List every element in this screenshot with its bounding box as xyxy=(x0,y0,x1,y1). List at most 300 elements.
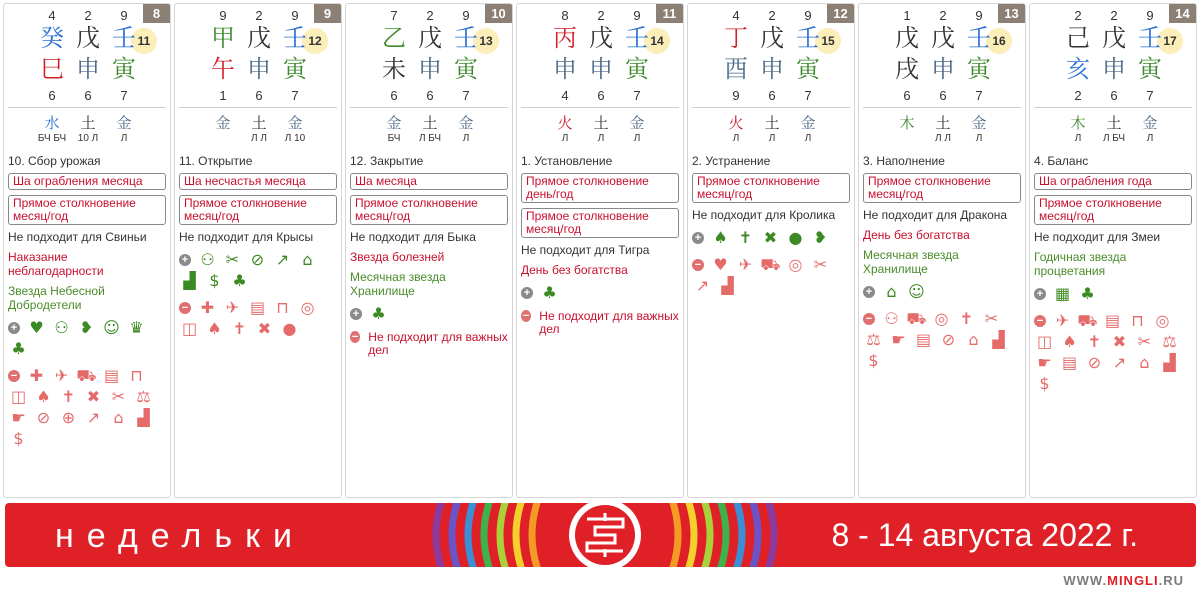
element-glyph: 火 xyxy=(728,114,744,132)
heavenly-stem: 戊 xyxy=(895,24,919,52)
rings-icon: ◎ xyxy=(1155,311,1170,330)
heavenly-stem: 甲 xyxy=(211,24,235,52)
branch-star: 9 xyxy=(732,88,740,103)
divider xyxy=(692,107,850,108)
earthly-branches-row xyxy=(1060,55,1170,83)
bad-activities xyxy=(863,309,1021,370)
element-codes: Л Л xyxy=(935,133,951,144)
day-officer: 2. Устранение xyxy=(692,154,771,168)
site-url[interactable] xyxy=(1063,573,1184,588)
good-activities xyxy=(179,250,337,290)
element-cell xyxy=(619,114,655,145)
elements-row xyxy=(34,114,144,145)
stem-stars-row xyxy=(718,8,828,23)
moving-icon: ⛟ xyxy=(906,309,927,328)
plus-icon: + xyxy=(179,254,191,266)
element-codes: Л Л xyxy=(251,133,267,144)
element-cell xyxy=(70,114,106,145)
heavenly-stem: 壬 xyxy=(796,24,820,52)
element-cell xyxy=(34,114,70,145)
heavenly-stems-row xyxy=(1060,24,1170,52)
branch-stars-row xyxy=(205,88,315,103)
info-line: Не подходит для Кролика xyxy=(692,208,836,222)
minus-icon: − xyxy=(351,331,359,343)
stem-stars-row xyxy=(547,8,657,23)
earthly-branch: 申 xyxy=(418,55,442,83)
stem-stars-row xyxy=(376,8,486,23)
warning-box: Прямое столкновение день/год xyxy=(521,173,679,203)
house-icon: ⌂ xyxy=(1139,353,1150,372)
hand-money-icon: ☛ xyxy=(891,330,906,349)
moving-icon: ⛟ xyxy=(1077,311,1098,330)
good-activities xyxy=(1034,284,1192,303)
rings-icon: ◎ xyxy=(300,298,315,317)
heavenly-stem: 戊 xyxy=(247,24,271,52)
day-details xyxy=(692,154,850,303)
warning-box: Прямое столкновение месяц/год xyxy=(1034,195,1192,225)
heart-icon: ♥ xyxy=(29,318,44,337)
element-cell xyxy=(1096,114,1132,145)
money-bag-icon: $ xyxy=(209,271,220,290)
element-cell xyxy=(205,114,241,145)
element-codes: Л xyxy=(597,133,605,144)
site-brand: MINGLI xyxy=(1107,573,1159,588)
element-cell xyxy=(376,114,412,145)
element-codes: Л xyxy=(732,133,740,144)
element-cell xyxy=(583,114,619,145)
element-glyph: 土 xyxy=(80,114,96,132)
minus-icon: − xyxy=(8,370,20,382)
element-codes: БЧ xyxy=(387,133,401,144)
earthly-branch: 寅 xyxy=(283,55,307,83)
earthly-branch: 寅 xyxy=(1138,55,1162,83)
element-codes: Л xyxy=(975,133,983,144)
element-codes: Л xyxy=(462,133,470,144)
house-icon: ⌂ xyxy=(302,250,313,269)
airplane-icon: ✈ xyxy=(54,366,69,385)
banner-title: недельки xyxy=(55,517,305,555)
element-glyph: 金 xyxy=(971,114,987,132)
heavenly-stem: 癸 xyxy=(40,24,64,52)
tools-icon: ✖ xyxy=(257,319,272,338)
earthly-branch: 申 xyxy=(589,55,613,83)
divider xyxy=(863,107,1021,108)
stem-star: 2 xyxy=(597,8,605,23)
element-glyph: 火 xyxy=(557,114,573,132)
lunar-day-badge: 16 xyxy=(986,28,1012,54)
days-grid xyxy=(3,3,1197,498)
info-line: День без богатства xyxy=(521,263,628,277)
branch-star: 6 xyxy=(390,88,398,103)
lunar-day-badge: 14 xyxy=(644,28,670,54)
growth-icon: ↗ xyxy=(695,276,710,295)
divider xyxy=(350,107,508,108)
elements-row xyxy=(205,114,315,145)
stem-star: 9 xyxy=(120,8,128,23)
face-icon: ☺ xyxy=(908,282,925,301)
earthly-branch: 申 xyxy=(1102,55,1126,83)
earthly-branch: 亥 xyxy=(1066,55,1090,83)
plus-icon: + xyxy=(350,308,362,320)
earthly-branch: 申 xyxy=(760,55,784,83)
good-activities xyxy=(350,304,508,323)
element-glyph: 水 xyxy=(44,114,60,132)
element-codes: Л xyxy=(633,133,641,144)
day-number: 8 xyxy=(143,4,170,23)
element-cell xyxy=(1132,114,1168,145)
element-codes: БЧ БЧ xyxy=(37,133,67,144)
island-icon: ♣ xyxy=(542,283,557,302)
stem-stars-row xyxy=(889,8,999,23)
warning-box: Прямое столкновение месяц/год xyxy=(350,195,508,225)
rings-icon: ◎ xyxy=(788,255,803,274)
grave-cross-icon: ✝ xyxy=(738,228,753,247)
crane-icon: ⊓ xyxy=(276,298,289,317)
heavenly-stems-row xyxy=(34,24,144,52)
hand-money-icon: ☛ xyxy=(1037,353,1052,372)
element-cell xyxy=(889,114,925,145)
earthly-branch: 申 xyxy=(76,55,100,83)
day-details xyxy=(8,154,166,456)
earthly-branches-row xyxy=(718,55,828,83)
rings-icon: ◎ xyxy=(934,309,949,328)
earthly-branches-row xyxy=(547,55,657,83)
stem-star: 9 xyxy=(804,8,812,23)
day-officer: 3. Наполнение xyxy=(863,154,945,168)
info-line: Не подходит для Тигра xyxy=(521,243,650,257)
site-suffix: .RU xyxy=(1158,573,1184,588)
heavenly-stem: 丙 xyxy=(553,24,577,52)
shovel-icon: ♠ xyxy=(713,228,728,247)
warning-box: Ша ограбления года xyxy=(1034,173,1192,190)
earthly-branches-row xyxy=(205,55,315,83)
element-codes: Л xyxy=(120,133,128,144)
element-cell xyxy=(547,114,583,145)
day-number: 11 xyxy=(656,4,683,23)
day-number: 9 xyxy=(314,4,341,23)
element-codes: Л БЧ xyxy=(1102,133,1126,144)
element-cell xyxy=(448,114,484,145)
info-line: Годичная звезда процветания xyxy=(1034,250,1127,278)
elements-row xyxy=(718,114,828,145)
stem-star: 2 xyxy=(1074,8,1082,23)
branch-star: 7 xyxy=(1146,88,1154,103)
elements-row xyxy=(547,114,657,145)
element-glyph: 土 xyxy=(935,114,951,132)
element-glyph: 木 xyxy=(899,114,915,132)
branch-stars-row xyxy=(1060,88,1170,103)
warning-box: Прямое столкновение месяц/год xyxy=(521,208,679,238)
no-food-icon: ⊘ xyxy=(941,330,956,349)
day-card xyxy=(858,3,1026,498)
stem-star: 1 xyxy=(903,8,911,23)
stem-star: 2 xyxy=(255,8,263,23)
day-officer: 12. Закрытие xyxy=(350,154,424,168)
divider xyxy=(179,107,337,108)
bricks-icon: ▤ xyxy=(915,330,932,349)
day-details xyxy=(1034,154,1192,401)
lunar-day-badge: 12 xyxy=(302,28,328,54)
stem-star: 2 xyxy=(426,8,434,23)
airplane-icon: ✈ xyxy=(1055,311,1070,330)
airplane-icon: ✈ xyxy=(738,255,753,274)
bricks-icon: ▤ xyxy=(1104,311,1121,330)
day-number: 10 xyxy=(485,4,512,23)
site-prefix: WWW. xyxy=(1063,573,1108,588)
element-cell xyxy=(925,114,961,145)
element-codes: Л xyxy=(1146,133,1154,144)
heavenly-stem: 己 xyxy=(1066,24,1090,52)
day-card xyxy=(345,3,513,498)
day-details xyxy=(863,154,1021,378)
elements-row xyxy=(376,114,486,145)
day-officer: 10. Сбор урожая xyxy=(8,154,101,168)
no-food-icon: ⊘ xyxy=(1087,353,1102,372)
bricks-icon: ▤ xyxy=(103,366,120,385)
element-cell xyxy=(241,114,277,145)
earthly-branch: 寅 xyxy=(454,55,478,83)
stem-stars-row xyxy=(34,8,144,23)
warning-box: Ша несчастья месяца xyxy=(179,173,337,190)
plus-icon: + xyxy=(8,322,20,334)
first-aid-icon: ✚ xyxy=(29,366,44,385)
element-glyph: 金 xyxy=(287,114,303,132)
day-officer: 11. Открытие xyxy=(179,154,253,168)
day-officer: 1. Установление xyxy=(521,154,613,168)
element-glyph: 金 xyxy=(458,114,474,132)
money-bag-icon: $ xyxy=(13,429,24,448)
heavenly-stem: 戊 xyxy=(76,24,100,52)
stem-star: 2 xyxy=(939,8,947,23)
trophy-icon: ♛ xyxy=(129,318,144,337)
heavenly-stem: 壬 xyxy=(454,24,478,52)
bricks-icon: ▤ xyxy=(249,298,266,317)
earthly-branches-row xyxy=(889,55,999,83)
steps-icon: ▟ xyxy=(137,408,150,427)
shovel-icon: ♠ xyxy=(36,387,51,406)
element-glyph: 金 xyxy=(800,114,816,132)
day-number: 13 xyxy=(998,4,1025,23)
branch-stars-row xyxy=(376,88,486,103)
scales-icon: ⚖ xyxy=(136,387,151,406)
scissors-icon: ✂ xyxy=(225,250,240,269)
warning-box: Прямое столкновение месяц/год xyxy=(863,173,1021,203)
stem-star: 4 xyxy=(48,8,56,23)
broken-heart-icon: ❥ xyxy=(813,228,828,247)
element-codes: Л xyxy=(768,133,776,144)
apple-icon: ● xyxy=(788,228,803,247)
house-icon: ⌂ xyxy=(113,408,124,427)
heart-icon: ♥ xyxy=(713,255,728,274)
day-number: 14 xyxy=(1169,4,1196,23)
branch-star: 7 xyxy=(462,88,470,103)
warning-box: Прямое столкновение месяц/год xyxy=(8,195,166,225)
warning-box: Прямое столкновение месяц/год xyxy=(692,173,850,203)
info-line: Не подходит для Змеи xyxy=(1034,230,1161,244)
element-cell xyxy=(106,114,142,145)
search-health-icon: ⊕ xyxy=(61,408,76,427)
branch-star: 7 xyxy=(975,88,983,103)
team-icon: ⚇ xyxy=(54,318,69,337)
rainbow-emblem xyxy=(425,503,785,567)
earthly-branch: 寅 xyxy=(625,55,649,83)
element-cell xyxy=(718,114,754,145)
branch-star: 4 xyxy=(561,88,569,103)
info-line: Месячная звезда Хранилище xyxy=(863,248,959,276)
stem-star: 9 xyxy=(975,8,983,23)
moving-icon: ⛟ xyxy=(760,255,781,274)
element-glyph: 土 xyxy=(422,114,438,132)
branch-star: 6 xyxy=(1110,88,1118,103)
broken-heart-icon: ❥ xyxy=(79,318,94,337)
branch-stars-row xyxy=(547,88,657,103)
warning-box: Ша ограбления месяца xyxy=(8,173,166,190)
branch-star: 7 xyxy=(120,88,128,103)
steps-icon: ▟ xyxy=(1163,353,1176,372)
day-details xyxy=(179,154,337,346)
no-food-icon: ⊘ xyxy=(36,408,51,427)
heavenly-stem: 戊 xyxy=(418,24,442,52)
stem-star: 9 xyxy=(633,8,641,23)
tools-icon: ✖ xyxy=(86,387,101,406)
door-icon: ◫ xyxy=(181,319,198,338)
branch-star: 6 xyxy=(48,88,56,103)
calendar-icon: ▦ xyxy=(1054,284,1071,303)
good-activities xyxy=(863,282,1021,301)
minus-icon: − xyxy=(863,313,875,325)
steps-icon: ▟ xyxy=(992,330,1005,349)
heavenly-stems-row xyxy=(376,24,486,52)
shovel-icon: ♠ xyxy=(1062,332,1077,351)
element-glyph: 土 xyxy=(251,114,267,132)
heavenly-stem: 壬 xyxy=(1138,24,1162,52)
stem-star: 9 xyxy=(1146,8,1154,23)
day-card xyxy=(516,3,684,498)
stem-star: 8 xyxy=(561,8,569,23)
warning-box: Ша месяца xyxy=(350,173,508,190)
element-codes: Л БЧ xyxy=(418,133,442,144)
day-card xyxy=(1029,3,1197,498)
plus-icon: + xyxy=(521,287,533,299)
no-food-icon: ⊘ xyxy=(250,250,265,269)
heavenly-stem: 戊 xyxy=(589,24,613,52)
house-icon: ⌂ xyxy=(968,330,979,349)
island-icon: ♣ xyxy=(371,304,386,323)
good-activities xyxy=(692,228,850,247)
heavenly-stem: 戊 xyxy=(1102,24,1126,52)
stem-star: 2 xyxy=(768,8,776,23)
earthly-branch: 戌 xyxy=(895,55,919,83)
door-icon: ◫ xyxy=(10,387,27,406)
element-glyph: 金 xyxy=(1142,114,1158,132)
shovel-icon: ♠ xyxy=(207,319,222,338)
branch-star: 6 xyxy=(255,88,263,103)
heavenly-stems-row xyxy=(547,24,657,52)
element-cell xyxy=(1060,114,1096,145)
day-officer: 4. Баланс xyxy=(1034,154,1089,168)
earthly-branches-row xyxy=(34,55,144,83)
day-card xyxy=(3,3,171,498)
element-glyph: 金 xyxy=(116,114,132,132)
moving-icon: ⛟ xyxy=(76,366,97,385)
branch-star: 6 xyxy=(768,88,776,103)
scissors-icon: ✂ xyxy=(111,387,126,406)
day-card xyxy=(687,3,855,498)
day-details xyxy=(350,154,508,357)
stem-star: 9 xyxy=(219,8,227,23)
element-glyph: 金 xyxy=(215,114,231,132)
heavenly-stem: 丁 xyxy=(724,24,748,52)
heavenly-stem: 乙 xyxy=(382,24,406,52)
stem-star: 9 xyxy=(462,8,470,23)
team-icon: ⚇ xyxy=(884,309,899,328)
element-cell xyxy=(412,114,448,145)
heavenly-stem: 壬 xyxy=(283,24,307,52)
money-bag-icon: $ xyxy=(868,351,879,370)
earthly-branch: 午 xyxy=(211,55,235,83)
heavenly-stems-row xyxy=(205,24,315,52)
scales-icon: ⚖ xyxy=(1162,332,1177,351)
earthly-branch: 巳 xyxy=(40,55,64,83)
warning-box: Прямое столкновение месяц/год xyxy=(179,195,337,225)
stem-stars-row xyxy=(205,8,315,23)
money-bag-icon: $ xyxy=(1039,374,1050,393)
info-line: День без богатства xyxy=(863,228,970,242)
earthly-branch: 寅 xyxy=(112,55,136,83)
earthly-branch: 申 xyxy=(931,55,955,83)
branch-star: 1 xyxy=(219,88,227,103)
first-aid-icon: ✚ xyxy=(200,298,215,317)
earthly-branch: 酉 xyxy=(724,55,748,83)
info-line: Звезда Небесной Добродетели xyxy=(8,284,105,312)
island-icon: ♣ xyxy=(1080,284,1095,303)
plus-icon: + xyxy=(863,286,875,298)
element-cell xyxy=(961,114,997,145)
door-icon: ◫ xyxy=(1036,332,1053,351)
day-number: 12 xyxy=(827,4,854,23)
bad-activities xyxy=(179,298,337,338)
scales-icon: ⚖ xyxy=(866,330,881,349)
stem-star: 9 xyxy=(291,8,299,23)
element-cell xyxy=(790,114,826,145)
info-line: Месячная звезда Хранилище xyxy=(350,270,446,298)
bad-activities xyxy=(692,255,850,295)
grave-cross-icon: ✝ xyxy=(959,309,974,328)
element-cell xyxy=(277,114,313,145)
stem-star: 2 xyxy=(84,8,92,23)
branch-star: 7 xyxy=(291,88,299,103)
island-icon: ♣ xyxy=(11,339,26,358)
branch-star: 6 xyxy=(939,88,947,103)
tools-icon: ✖ xyxy=(763,228,778,247)
bad-activities xyxy=(1034,311,1192,393)
plus-icon: + xyxy=(1034,288,1046,300)
info-line: Наказание неблагодарности xyxy=(8,250,104,278)
scissors-icon: ✂ xyxy=(984,309,999,328)
divider xyxy=(1034,107,1192,108)
hand-money-icon: ☛ xyxy=(11,408,26,427)
face-icon: ☺ xyxy=(103,318,120,337)
branch-star: 6 xyxy=(84,88,92,103)
element-glyph: 土 xyxy=(1106,114,1122,132)
earthly-branch: 申 xyxy=(247,55,271,83)
divider xyxy=(521,107,679,108)
branch-star: 6 xyxy=(903,88,911,103)
info-line: Не подходит для Крысы xyxy=(179,230,314,244)
minus-icon: − xyxy=(179,302,191,314)
stem-star: 4 xyxy=(732,8,740,23)
crane-icon: ⊓ xyxy=(1131,311,1144,330)
